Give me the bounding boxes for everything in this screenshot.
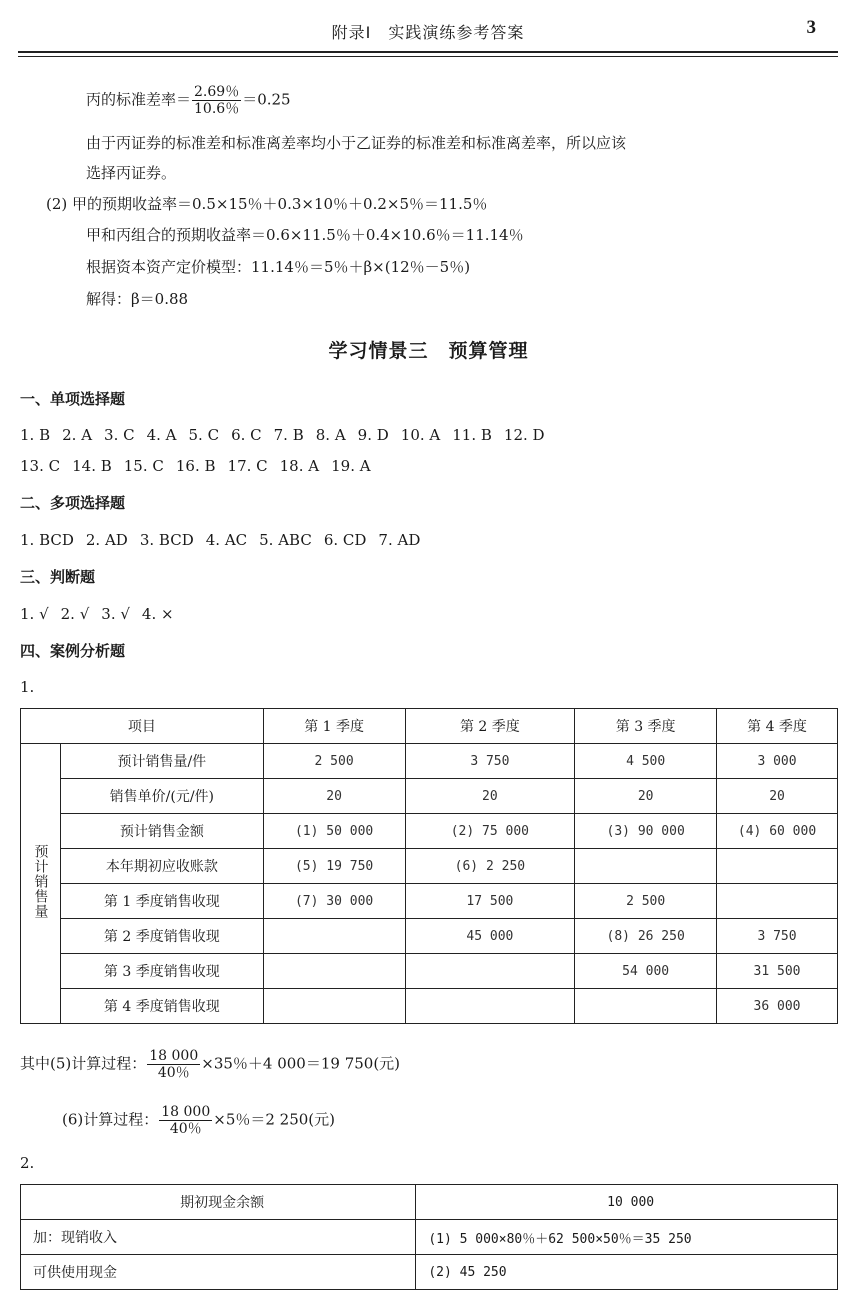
table-row (21, 744, 838, 779)
fraction (192, 84, 241, 117)
paragraph-text: 由于丙证券的标准差和标准离差率均小于乙证券的标准差和标准离差率，所以应该 (86, 134, 627, 152)
table-cell: (7) 30 000 (263, 884, 405, 919)
table-header-row (21, 709, 838, 744)
table-cell: 20 (575, 779, 717, 814)
true-false-answers (20, 603, 186, 625)
calc-prefix: (6)计算过程： (62, 1110, 159, 1129)
paragraph-text: 解得：β＝0.88 (86, 290, 189, 308)
row-label: 第 4 季度销售收现 (60, 989, 263, 1024)
answer-item: 7. B (273, 426, 304, 444)
answer-item: 3. √ (101, 605, 130, 623)
table-cell: (2) 75 000 (405, 814, 575, 849)
answer-item: 4. AC (205, 531, 248, 549)
table-cell (263, 954, 405, 989)
page-header (18, 14, 838, 48)
answer-item: 1. B (20, 426, 51, 444)
answer-item: 11. B (452, 426, 492, 444)
table-cell: (4) 60 000 (717, 814, 838, 849)
answer-item: 6. C (231, 426, 262, 444)
answer-item: 18. A (279, 457, 320, 475)
fraction-denominator: 10.6％ (194, 101, 240, 117)
row-label: 第 3 季度销售收现 (60, 954, 263, 989)
table-cell: 17 500 (405, 884, 575, 919)
row-label: 销售单价/(元/件) (60, 779, 263, 814)
answer-item: 7. AD (378, 531, 421, 549)
table-row (21, 1185, 838, 1220)
calc-line-6 (62, 1104, 335, 1137)
table-header-cell: 第 2 季度 (405, 709, 575, 744)
answer-item: 12. D (503, 426, 545, 444)
answer-item: 2. AD (85, 531, 128, 549)
answer-item: 3. C (104, 426, 135, 444)
row-label: 第 2 季度销售收现 (60, 919, 263, 954)
table-cell: 2 500 (575, 884, 717, 919)
answer-item: 17. C (227, 457, 268, 475)
single-choice-answers-row2 (20, 455, 383, 477)
calc-suffix: ×5％＝2 250(元) (213, 1110, 336, 1129)
table-cell: 2 500 (263, 744, 405, 779)
sales-budget-table (20, 708, 838, 1024)
multiple-choice-answers (20, 529, 432, 551)
paragraph-text: 根据资本资产定价模型：11.14％＝5％＋β×(12％－5％) (86, 258, 471, 276)
table-cell: 3 000 (717, 744, 838, 779)
answer-item: 19. A (331, 457, 371, 475)
row-label: 加：现销收入 (21, 1220, 416, 1255)
table-cell (575, 989, 717, 1024)
table-cell: (3) 90 000 (575, 814, 717, 849)
answer-item: 5. C (188, 426, 220, 444)
answer-item: 1. √ (20, 605, 49, 623)
table-cell: 20 (263, 779, 405, 814)
header-rule-thick (18, 51, 838, 53)
table-cell: 10 000 (416, 1185, 838, 1220)
table-cell (405, 954, 575, 989)
item-number-1: 1. (20, 678, 35, 696)
table-cell: 3 750 (717, 919, 838, 954)
table-cell: (5) 19 750 (263, 849, 405, 884)
group-label-cell (21, 744, 61, 1024)
fraction (159, 1104, 212, 1137)
answer-item: 13. C (20, 457, 61, 475)
item-number-2: 2. (20, 1154, 35, 1172)
answer-item: 2. A (62, 426, 93, 444)
single-choice-answers-row1 (20, 424, 557, 446)
row-label: 可供使用现金 (21, 1255, 416, 1290)
table-row (21, 1220, 838, 1255)
table-row (21, 1255, 838, 1290)
table-row (21, 919, 838, 954)
header-rule-thin (18, 56, 838, 57)
table-row (21, 814, 838, 849)
table-cell (575, 849, 717, 884)
calc-line-5 (20, 1048, 400, 1081)
fraction-denominator: 40％ (157, 1065, 190, 1081)
paragraph-text: (2) 甲的预期收益率＝0.5×15％＋0.3×10％＋0.2×5％＝11.5％ (46, 195, 488, 213)
answer-item: 14. B (72, 457, 112, 475)
table-cell: (8) 26 250 (575, 919, 717, 954)
table-cell: 3 750 (405, 744, 575, 779)
table-row (21, 954, 838, 989)
fraction-numerator: 2.69％ (194, 84, 240, 100)
table-cell: 20 (405, 779, 575, 814)
formula-suffix: ＝0.25 (242, 90, 291, 109)
table-cell: (6) 2 250 (405, 849, 575, 884)
page-number: 3 (806, 17, 816, 38)
answer-item: 4. × (141, 605, 174, 623)
header-title: 附录Ⅰ 实践演练参考答案 (331, 23, 525, 42)
row-label: 本年期初应收账款 (60, 849, 263, 884)
fraction (147, 1048, 200, 1081)
table-cell: (1) 5 000×80％＋62 500×50％＝35 250 (416, 1220, 838, 1255)
table-cell: 54 000 (575, 954, 717, 989)
row-label: 预计销售量/件 (60, 744, 263, 779)
heading-true-false: 三、判断题 (20, 568, 96, 586)
table-cell (405, 989, 575, 1024)
group-label: 预计销售量 (32, 844, 49, 919)
table-header-cell: 第 1 季度 (263, 709, 405, 744)
table-row (21, 849, 838, 884)
answer-item: 6. CD (323, 531, 367, 549)
formula-prefix: 丙的标准差率＝ (86, 90, 192, 109)
paragraph-text: 选择丙证券。 (86, 164, 177, 182)
heading-multiple-choice: 二、多项选择题 (20, 494, 126, 512)
table-row (21, 779, 838, 814)
row-label: 预计销售金额 (60, 814, 263, 849)
fraction-denominator: 40％ (169, 1121, 202, 1137)
answer-item: 2. √ (60, 605, 90, 623)
table-cell: 31 500 (717, 954, 838, 989)
table-header-cell: 第 4 季度 (717, 709, 838, 744)
table-header-cell: 项目 (21, 709, 264, 744)
calc-suffix: ×35％＋4 000＝19 750(元) (201, 1054, 401, 1073)
table-cell: 45 000 (405, 919, 575, 954)
heading-single-choice: 一、单项选择题 (20, 390, 126, 408)
paragraph-text: 甲和丙组合的预期收益率＝0.6×11.5％＋0.4×10.6％＝11.14％ (86, 226, 524, 244)
table-cell (263, 989, 405, 1024)
answer-item: 16. B (175, 457, 216, 475)
table-cell (263, 919, 405, 954)
std-dev-ratio-line (86, 84, 291, 117)
table-cell: 20 (717, 779, 838, 814)
row-label: 第 1 季度销售收现 (60, 884, 263, 919)
answer-item: 9. D (357, 426, 389, 444)
answer-item: 8. A (315, 426, 346, 444)
table-cell (717, 849, 838, 884)
table-cell: (1) 50 000 (263, 814, 405, 849)
section-title: 学习情景三 预算管理 (328, 340, 529, 362)
table-cell: 4 500 (575, 744, 717, 779)
table-cell (717, 884, 838, 919)
calc-prefix: 其中(5)计算过程： (20, 1054, 147, 1073)
answer-item: 3. BCD (139, 531, 194, 549)
answer-item: 4. A (146, 426, 177, 444)
table-cell: 36 000 (717, 989, 838, 1024)
answer-item: 10. A (400, 426, 441, 444)
table-cell: (2) 45 250 (416, 1255, 838, 1290)
cash-budget-table (20, 1184, 838, 1290)
answer-item: 5. ABC (259, 531, 312, 549)
fraction-numerator: 18 000 (149, 1048, 199, 1064)
row-label: 期初现金余额 (21, 1185, 416, 1220)
heading-case-analysis: 四、案例分析题 (20, 642, 126, 660)
table-header-cell: 第 3 季度 (575, 709, 717, 744)
table-row (21, 884, 838, 919)
fraction-numerator: 18 000 (161, 1104, 211, 1120)
table-row (21, 989, 838, 1024)
answer-item: 1. BCD (20, 531, 74, 549)
answer-item: 15. C (123, 457, 164, 475)
